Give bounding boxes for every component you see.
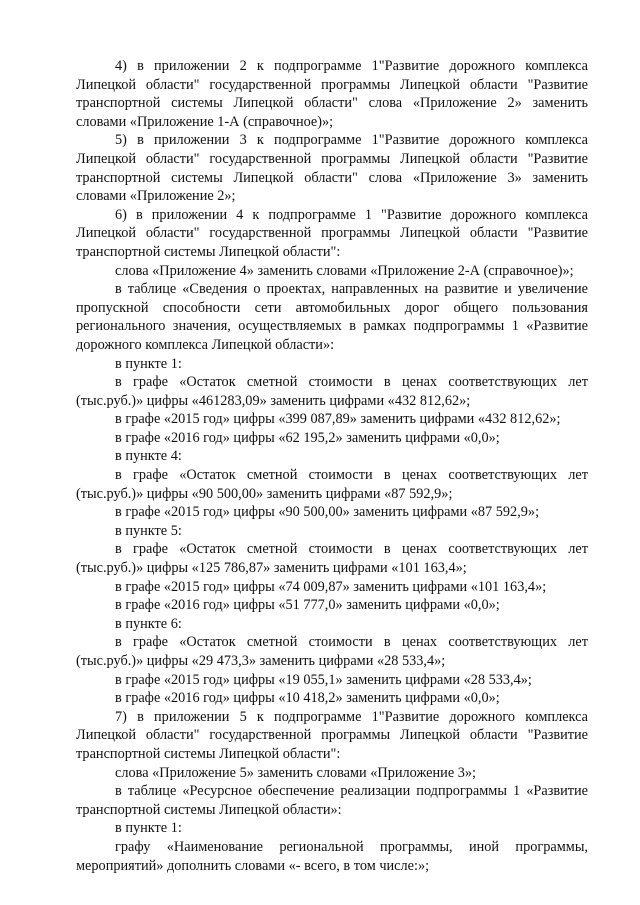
column-edit-line: в графе «Остаток сметной стоимости в ценах соответствующих лет (тыс.руб.)» цифры «461283,09» заменить цифрами «432 812,62»; bbox=[76, 374, 588, 409]
paragraph-replace-words: слова «Приложение 5» заменить словами «Приложение 3»; bbox=[115, 764, 477, 781]
column-edit-line: в графе «2015 год» цифры «74 009,87» заменить цифрами «101 163,4»; bbox=[115, 578, 547, 595]
column-edit-line: в графе «Остаток сметной стоимости в ценах соответствующих лет (тыс.руб.)» цифры «125 786,87» заменить цифрами «101 163,4»; bbox=[76, 541, 588, 577]
point-heading: в пункте 6: bbox=[115, 615, 182, 632]
column-edit-line: в графе «Остаток сметной стоимости в ценах соответствующих лет (тыс.руб.)» цифры «29 473,3» заменить цифрами «28 533,4»; bbox=[76, 634, 588, 669]
paragraph-item-7: 7) в приложении 5 к подпрограмме 1"Развитие дорожного комплекса Липецкой области" государственной программы Липецкой области "Развитие транспортной системы Липецкой области": bbox=[76, 708, 588, 762]
paragraph-table-intro: в таблице «Сведения о проектах, направленных на развитие и увеличение пропускной способности сети автомобильных дорог общего пользования регионального значения, осуществляемых в рамках подпрограммы 1 «Развитие дорожного комплекса Липецкой области»: bbox=[76, 281, 588, 353]
point-heading: в пункте 1: bbox=[115, 355, 182, 372]
document-body bbox=[76, 57, 588, 875]
paragraph-replace-words: слова «Приложение 4» заменить словами «Приложение 2-А (справочное)»; bbox=[115, 262, 574, 279]
paragraph-item-4: 4) в приложении 2 к подпрограмме 1"Развитие дорожного комплекса Липецкой области" государственной программы Липецкой области "Развитие транспортной системы Липецкой области" слова «Приложение 2» заменить словами «Приложение 1-А (справочное)»; bbox=[76, 58, 588, 130]
point-heading: в пункте 1: bbox=[115, 820, 182, 837]
column-edit-line: в графе «2016 год» цифры «62 195,2» заменить цифрами «0,0»; bbox=[115, 429, 500, 446]
point-heading: в пункте 4: bbox=[115, 448, 182, 465]
column-edit-line: графу «Наименование региональной программы, иной программы, мероприятий» дополнить словами «- всего, в том числе:»; bbox=[76, 838, 588, 874]
column-edit-line: в графе «Остаток сметной стоимости в ценах соответствующих лет (тыс.руб.)» цифры «90 500,00» заменить цифрами «87 592,9»; bbox=[76, 467, 588, 502]
point-heading: в пункте 5: bbox=[115, 522, 182, 539]
column-edit-line: в графе «2016 год» цифры «10 418,2» заменить цифрами «0,0»; bbox=[115, 690, 500, 707]
paragraph-item-5: 5) в приложении 3 к подпрограмме 1"Развитие дорожного комплекса Липецкой области" государственной программы Липецкой области "Развитие транспортной системы Липецкой области" слова «Приложение 3» заменить словами «Приложение 2»; bbox=[76, 132, 588, 205]
column-edit-line: в графе «2015 год» цифры «90 500,00» заменить цифрами «87 592,9»; bbox=[115, 504, 540, 521]
paragraph-item-6: 6) в приложении 4 к подпрограмме 1 "Развитие дорожного комплекса Липецкой области" государственной программы Липецкой области "Развитие транспортной системы Липецкой области": bbox=[76, 206, 588, 260]
paragraph-table-intro: в таблице «Ресурсное обеспечение реализации подпрограммы 1 «Развитие транспортной системы Липецкой области»: bbox=[76, 783, 588, 818]
column-edit-line: в графе «2015 год» цифры «19 055,1» заменить цифрами «28 533,4»; bbox=[115, 671, 532, 688]
column-edit-line: в графе «2015 год» цифры «399 087,89» заменить цифрами «432 812,62»; bbox=[115, 411, 561, 428]
column-edit-line: в графе «2016 год» цифры «51 777,0» заменить цифрами «0,0»; bbox=[115, 597, 500, 614]
